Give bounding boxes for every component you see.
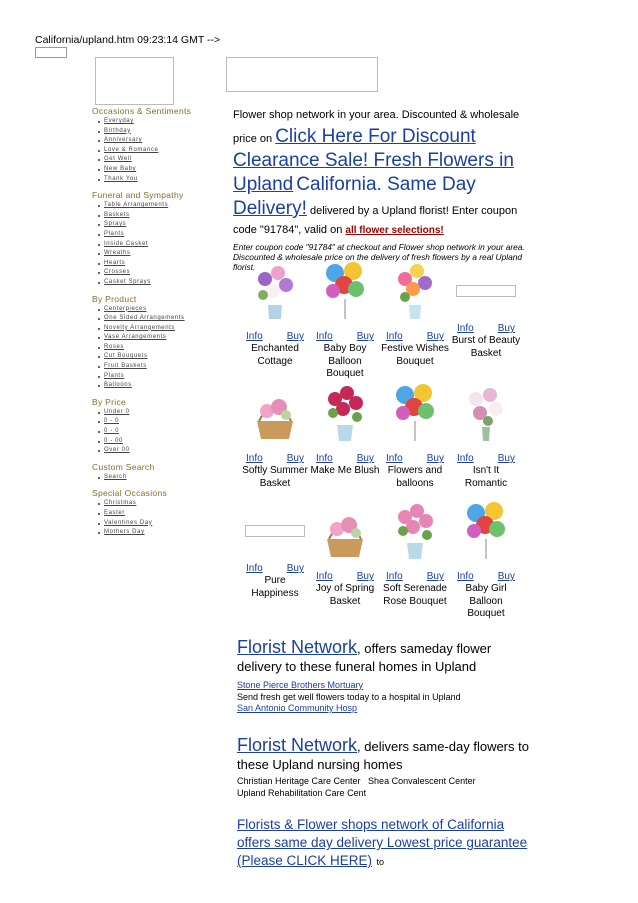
- intro-big-text: California. Same Day: [296, 174, 476, 195]
- product-links: [310, 571, 380, 582]
- sidebar-item: [98, 201, 217, 211]
- sidebar-item: [98, 314, 217, 324]
- product-name: Soft Serenade Rose Bouquet: [383, 583, 447, 607]
- sidebar-list: [92, 499, 217, 537]
- sidebar-item-link[interactable]: Cut Bouquets: [104, 353, 148, 360]
- sidebar-item: [98, 278, 217, 288]
- product-links: [240, 331, 310, 342]
- sidebar-item-link[interactable]: Over 00: [104, 447, 130, 454]
- sidebar-item: [98, 117, 217, 127]
- sidebar-item: [98, 408, 217, 418]
- product-name: Joy of Spring Basket: [315, 583, 375, 607]
- product-links: [310, 453, 380, 464]
- nursing-homes: Christian Heritage Care Center Shea Convalescent Center: [237, 776, 476, 786]
- product-card: [310, 499, 380, 608]
- sidebar-item-link[interactable]: 0 - 0: [104, 428, 120, 435]
- product-links: [451, 571, 521, 582]
- page-comment: California/upland.htm 09:23:14 GMT -->: [35, 34, 221, 46]
- sidebar-list: [92, 473, 217, 483]
- sidebar-item: [98, 165, 217, 175]
- product-name: Softly Summer Basket: [242, 465, 308, 489]
- product-name: Festive Wishes Bouquet: [381, 343, 449, 367]
- info-link[interactable]: Info: [386, 571, 403, 582]
- purple-bouquet-icon[interactable]: [253, 259, 297, 321]
- product-name: Baby Boy Balloon Bouquet: [323, 343, 367, 379]
- sidebar-item: [98, 305, 217, 315]
- florist-network-link[interactable]: Florist Network: [237, 637, 358, 657]
- sidebar-item-link[interactable]: 0 - 0: [104, 418, 120, 425]
- sidebar-list: [92, 305, 217, 391]
- info-link[interactable]: Info: [386, 453, 403, 464]
- missing-image-icon[interactable]: [245, 525, 305, 537]
- product-card: [310, 381, 380, 478]
- pink-roses-icon[interactable]: [393, 499, 437, 561]
- broken-image-box: [35, 47, 67, 58]
- sidebar-item: [98, 437, 217, 447]
- product-links: [240, 453, 310, 464]
- product-card: [451, 499, 521, 621]
- sidebar-item: [98, 528, 217, 538]
- info-link[interactable]: Info: [246, 331, 263, 342]
- info-link[interactable]: Info: [316, 571, 333, 582]
- sidebar-item: [98, 381, 217, 391]
- sidebar-item-link[interactable]: 0 - 00: [104, 437, 123, 444]
- sidebar-heading: By Price: [92, 396, 127, 407]
- sidebar-item-link[interactable]: Hearts: [104, 259, 126, 266]
- product-name: Pure Happiness: [251, 575, 299, 599]
- nursing-text: , delivers same-day flowers to these Upland nursing homes: [237, 739, 529, 772]
- basket-icon[interactable]: [253, 381, 297, 443]
- sidebar-item: [98, 446, 217, 456]
- sidebar-item-link[interactable]: Sprays: [104, 221, 127, 228]
- florist-network-link-2[interactable]: Florist Network: [237, 735, 358, 755]
- sidebar-heading: Custom Search: [92, 461, 155, 472]
- product-name: Enchanted Cottage: [251, 343, 299, 367]
- balloons-icon[interactable]: [323, 259, 367, 321]
- intro-text: Flower shop network in your area. Discounted & wholesale: [233, 109, 520, 121]
- sidebar-item-link[interactable]: Love & Romance: [104, 146, 159, 153]
- all-selections-link[interactable]: all flower selections!: [345, 225, 444, 236]
- sidebar-item-link[interactable]: Easter: [104, 510, 125, 516]
- sidebar-item: [98, 473, 217, 483]
- product-name: Isn't It Romantic: [464, 465, 508, 489]
- buy-link[interactable]: Buy: [286, 331, 304, 342]
- sidebar-item-link[interactable]: Baskets: [104, 211, 130, 218]
- intro-text-2: price on: [233, 133, 273, 145]
- white-bouquet-icon[interactable]: [464, 381, 508, 443]
- product-links: [310, 331, 380, 342]
- buy-link[interactable]: Buy: [356, 571, 374, 582]
- florists-network-link[interactable]: Florists & Flower shops network of California offers same day delivery Lowest price guarantee (Please CLICK HERE): [237, 817, 528, 868]
- sidebar-item-link[interactable]: Plants: [104, 372, 125, 379]
- sidebar-item-link[interactable]: Valentines Day: [104, 519, 153, 526]
- balloons-icon[interactable]: [393, 381, 437, 443]
- sidebar-heading: By Product: [92, 293, 137, 304]
- info-link[interactable]: Info: [457, 571, 474, 582]
- nursing-section: [237, 736, 537, 799]
- sidebar-item: [98, 372, 217, 382]
- sidebar-item: [98, 417, 217, 427]
- buy-link[interactable]: Buy: [356, 331, 374, 342]
- product-card: [240, 259, 310, 368]
- sidebar-item-link[interactable]: Crosses: [104, 269, 131, 276]
- product-card: [310, 259, 380, 381]
- product-links: [380, 453, 450, 464]
- product-links: [451, 453, 521, 464]
- sidebar-item-link[interactable]: Wreaths: [104, 250, 131, 257]
- sidebar-item: [98, 249, 217, 259]
- sidebar-item: [98, 146, 217, 156]
- product-links: [451, 323, 521, 334]
- sidebar-item-link[interactable]: Thank You: [104, 175, 138, 182]
- sidebar-item-link[interactable]: Inside Casket: [104, 240, 149, 247]
- sidebar-item: [98, 136, 217, 146]
- buy-link[interactable]: Buy: [426, 331, 444, 342]
- buy-link[interactable]: Buy: [286, 563, 304, 574]
- sidebar-heading: Special Occasions: [92, 488, 168, 499]
- sidebar-item-link[interactable]: Vase Arrangements: [104, 334, 167, 341]
- funeral-section: [237, 638, 537, 715]
- footer-tail: to: [376, 857, 385, 867]
- sidebar-item: [98, 220, 217, 230]
- funeral-home-link[interactable]: Stone Pierce Brothers Mortuary: [237, 680, 364, 690]
- buy-link[interactable]: Buy: [286, 453, 304, 464]
- sidebar-item: [98, 259, 217, 269]
- sidebar-item: [98, 211, 217, 221]
- discount-link[interactable]: Click Here For Discount Clearance Sale! Fresh Flowers in Upland: [233, 126, 514, 195]
- product-card: [380, 499, 450, 608]
- sidebar-item-link[interactable]: Get Well: [104, 156, 132, 163]
- hospital-text: Send fresh get well flowers today to a hospital in Upland: [237, 691, 461, 702]
- product-name: Baby Girl Balloon Bouquet: [465, 583, 507, 619]
- sidebar-item: [98, 333, 217, 343]
- delivery-link[interactable]: Delivery!: [233, 198, 307, 219]
- info-link[interactable]: Info: [457, 453, 474, 464]
- sidebar-item-link[interactable]: Fruit Baskets: [104, 363, 147, 370]
- info-link[interactable]: Info: [386, 331, 403, 342]
- roses-icon[interactable]: [323, 381, 367, 443]
- info-link[interactable]: Info: [316, 331, 333, 342]
- product-links: [380, 571, 450, 582]
- sidebar-item-link[interactable]: New Baby: [104, 165, 137, 172]
- sidebar-item-link[interactable]: Search: [104, 473, 127, 480]
- sidebar-item-link[interactable]: Centerpieces: [104, 305, 147, 312]
- buy-link[interactable]: Buy: [356, 453, 374, 464]
- product-name: Burst of Beauty Basket: [451, 335, 521, 359]
- sidebar-item: [98, 362, 217, 372]
- info-link[interactable]: Info: [246, 453, 263, 464]
- buy-link[interactable]: Buy: [497, 571, 515, 582]
- sidebar-item-link[interactable]: Birthday: [104, 127, 131, 134]
- nursing-homes-2: Upland Rehabilitation Care Cent: [237, 787, 367, 798]
- coupon-note: Enter coupon code "91784" at checkout and Flower shop network in your area. Discounted & wholesale price on the delivery of fresh flowers by a real Upland florist.: [233, 242, 525, 272]
- sidebar-heading: Funeral and Sympathy: [92, 190, 184, 201]
- sidebar-list: [92, 201, 217, 287]
- sidebar-item-link[interactable]: Mothers Day: [104, 529, 145, 536]
- balloons-icon[interactable]: [464, 499, 508, 561]
- logo-placeholder: [95, 57, 174, 105]
- sidebar-item: [98, 324, 217, 334]
- sidebar-list: [92, 117, 217, 184]
- sidebar-item: [98, 175, 217, 185]
- sidebar-item: [98, 268, 217, 278]
- sidebar-item: [98, 230, 217, 240]
- product-card: [240, 381, 310, 490]
- sidebar-item: [98, 240, 217, 250]
- info-link[interactable]: Info: [457, 323, 474, 334]
- product-name: Flowers and balloons: [387, 465, 443, 489]
- sidebar-item: [98, 519, 217, 529]
- mixed-bouquet-icon[interactable]: [393, 259, 437, 321]
- buy-link[interactable]: Buy: [426, 571, 444, 582]
- buy-link[interactable]: Buy: [426, 453, 444, 464]
- buy-link[interactable]: Buy: [497, 453, 515, 464]
- product-links: [240, 563, 310, 574]
- sidebar-item: [98, 352, 217, 362]
- basket-icon[interactable]: [323, 499, 367, 561]
- product-card: [380, 259, 450, 368]
- banner-placeholder: [226, 57, 378, 92]
- sidebar-item-link[interactable]: Plants: [104, 230, 125, 237]
- sidebar-item-link[interactable]: Everyday: [104, 118, 134, 124]
- sidebar-nav: [92, 106, 217, 544]
- intro-after: delivered by a Upland florist! Enter coupon code "91784", valid on: [233, 205, 518, 236]
- sidebar-item-link[interactable]: One Sided Arrangements: [104, 315, 185, 322]
- sidebar-item-link[interactable]: Casket Sprays: [104, 278, 151, 285]
- info-link[interactable]: Info: [316, 453, 333, 464]
- intro-block: [233, 106, 533, 272]
- missing-image-icon[interactable]: [456, 285, 516, 297]
- sidebar-item: [98, 343, 217, 353]
- sidebar-item: [98, 427, 217, 437]
- sidebar-item-link[interactable]: Christmas: [104, 500, 137, 507]
- sidebar-item: [98, 127, 217, 137]
- sidebar-item-link[interactable]: Table Arrangements: [104, 202, 169, 209]
- funeral-text: , offers sameday flower delivery to these funeral homes in Upland: [237, 641, 492, 674]
- sidebar-item: [98, 499, 217, 509]
- product-links: [380, 331, 450, 342]
- sidebar-item-link[interactable]: Novelty Arrangements: [104, 324, 176, 331]
- product-card: [240, 499, 310, 600]
- product-card: [451, 259, 521, 360]
- sidebar-item: [98, 509, 217, 519]
- product-card: [451, 381, 521, 490]
- buy-link[interactable]: Buy: [497, 323, 515, 334]
- product-card: [380, 381, 450, 490]
- sidebar-item-link[interactable]: Under 0: [104, 408, 130, 415]
- sidebar-item: [98, 155, 217, 165]
- info-link[interactable]: Info: [246, 563, 263, 574]
- product-name: Make Me Blush: [310, 465, 380, 476]
- sidebar-item-link[interactable]: Balloons: [104, 382, 132, 389]
- footer-section: [237, 816, 537, 870]
- sidebar-list: [92, 408, 217, 456]
- sidebar-item-link[interactable]: Roses: [104, 343, 125, 350]
- sidebar-item-link[interactable]: Anniversary: [104, 137, 143, 144]
- sidebar-heading: Occasions & Sentiments: [92, 106, 192, 116]
- hospital-link[interactable]: San Antonio Community Hosp: [237, 703, 358, 713]
